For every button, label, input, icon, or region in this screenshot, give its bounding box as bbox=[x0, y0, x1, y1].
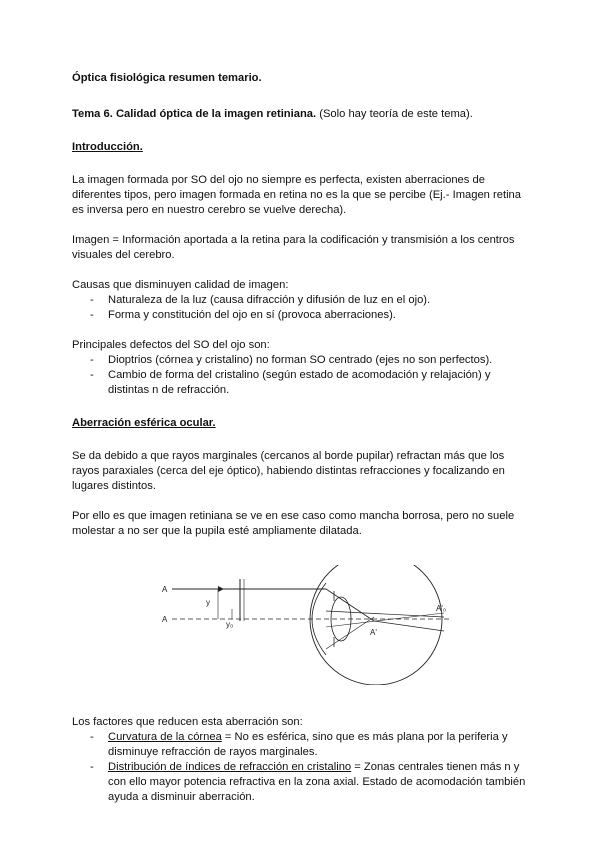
document-page bbox=[72, 64, 532, 805]
factor-text: = No es esférica, sino que es más plana por la periferia y disminuye refracción de rayos marginales. bbox=[108, 731, 508, 758]
factors-list bbox=[72, 730, 532, 805]
spherical-paragraph-2: Por ello es que imagen retiniana se ve en ese caso como mancha borrosa, pero no suele molestar a no ser que la pupila esté ampliamente dilatada. bbox=[72, 510, 515, 537]
intro-paragraph-1: La imagen formada por SO del ojo no siempre es perfecta, existen aberraciones de diferentes tipos, pero imagen formada en retina no es la que se percibe (Ej.- Imagen retina es inversa pero en nuestro cerebro se vuelve derecha). bbox=[72, 174, 521, 216]
eye-globe bbox=[310, 565, 442, 685]
list-item bbox=[72, 730, 532, 760]
defects-list bbox=[72, 353, 532, 398]
marginal-ray-arrow bbox=[218, 586, 224, 592]
list-item bbox=[72, 760, 532, 805]
paraxial-ray-refracted bbox=[326, 611, 444, 617]
factor-term: Curvatura de la córnea bbox=[108, 731, 222, 743]
list-item: - Forma y constitución del ojo en sí (provoca aberraciones). bbox=[72, 308, 532, 323]
topic-title-bold: Tema 6. Calidad óptica de la imagen retiniana. bbox=[72, 108, 317, 120]
list-item: - Naturaleza de la luz (causa difracción y difusión de luz en el ojo). bbox=[72, 293, 532, 308]
spherical-paragraph-1: Se da debido a que rayos marginales (cercanos al borde pupilar) refractan más que los rayos paraxiales (cerca del eje óptico), habiendo distintas refracciones y focalizando en lugares distintos. bbox=[72, 450, 505, 492]
factor-text: = Zonas centrales tienen más n y con ello mayor potencia refractiva en la zona axial. Estado de acomodación también ayuda a disminuir aberración. bbox=[108, 761, 526, 803]
factor-term: Distribución de índices de refracción en cristalino bbox=[108, 761, 352, 773]
label-y0: y₀ bbox=[226, 620, 234, 629]
document-title: Óptica fisiológica resumen temario. bbox=[72, 72, 262, 84]
spherical-heading: Aberración esférica ocular. bbox=[72, 417, 216, 429]
label-a-prime: A' bbox=[370, 628, 377, 637]
list-item: - Dioptrios (córnea y cristalino) no forman SO centrado (ejes no son perfectos). bbox=[72, 353, 532, 368]
topic-title bbox=[72, 107, 532, 122]
label-a2: A bbox=[162, 615, 168, 624]
topic-title-note: (Solo hay teoría de este tema). bbox=[316, 108, 473, 120]
eye-diagram-svg bbox=[158, 565, 478, 685]
lower-ray bbox=[326, 613, 444, 627]
intro-paragraph-2: Imagen = Información aportada a la retina para la codificación y transmisión a los centros visuales del cerebro. bbox=[72, 234, 515, 261]
intro-paragraph-4: Principales defectos del SO del ojo son: bbox=[72, 339, 270, 351]
marginal-ray-continued bbox=[374, 621, 444, 631]
label-a-prime0: A'₀ bbox=[436, 604, 447, 613]
causes-list bbox=[72, 293, 532, 323]
intro-paragraph-3: Causas que disminuyen calidad de imagen: bbox=[72, 279, 289, 291]
intro-heading: Introducción. bbox=[72, 141, 143, 153]
spherical-paragraph-3: Los factores que reducen esta aberración son: bbox=[72, 716, 303, 728]
label-a1: A bbox=[162, 585, 168, 594]
list-item: - Cambio de forma del cristalino (según estado de acomodación y relajación) y distintas n de refracción. bbox=[72, 368, 532, 398]
label-y: y bbox=[206, 598, 210, 607]
eye-aberration-diagram bbox=[158, 565, 478, 685]
